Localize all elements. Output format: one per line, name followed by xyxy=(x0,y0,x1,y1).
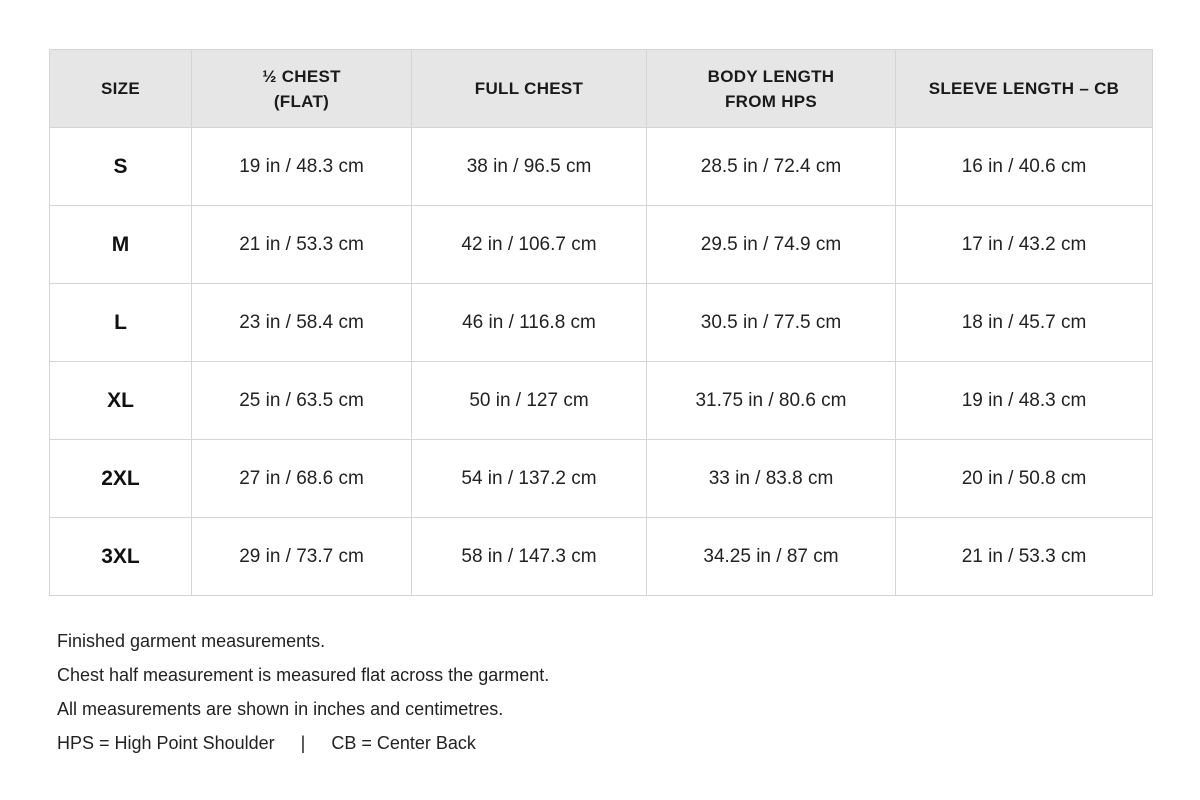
note-cb: CB = Center Back xyxy=(331,733,476,753)
half-chest-cell: 19 in / 48.3 cm xyxy=(192,128,412,206)
sleeve-length-cell: 21 in / 53.3 cm xyxy=(896,518,1153,596)
header-full-chest: FULL CHEST xyxy=(412,50,647,128)
size-chart xyxy=(49,49,1152,596)
half-chest-cell: 21 in / 53.3 cm xyxy=(192,206,412,284)
half-chest-cell: 23 in / 58.4 cm xyxy=(192,284,412,362)
size-cell: XL xyxy=(50,362,192,440)
body-length-cell: 31.75 in / 80.6 cm xyxy=(647,362,896,440)
size-cell: 3XL xyxy=(50,518,192,596)
table-row xyxy=(50,440,1153,518)
table-row xyxy=(50,518,1153,596)
sleeve-length-cell: 16 in / 40.6 cm xyxy=(896,128,1153,206)
body-length-cell: 30.5 in / 77.5 cm xyxy=(647,284,896,362)
body-length-cell: 33 in / 83.8 cm xyxy=(647,440,896,518)
header-body-length: BODY LENGTH FROM HPS xyxy=(647,50,896,128)
header-size: SIZE xyxy=(50,50,192,128)
half-chest-cell: 29 in / 73.7 cm xyxy=(192,518,412,596)
size-table xyxy=(49,49,1153,596)
header-sleeve-length: SLEEVE LENGTH – CB xyxy=(896,50,1153,128)
full-chest-cell: 50 in / 127 cm xyxy=(412,362,647,440)
note-abbreviations xyxy=(57,728,549,762)
size-cell: 2XL xyxy=(50,440,192,518)
full-chest-cell: 46 in / 116.8 cm xyxy=(412,284,647,362)
full-chest-cell: 42 in / 106.7 cm xyxy=(412,206,647,284)
body-length-cell: 34.25 in / 87 cm xyxy=(647,518,896,596)
note-finished-garment: Finished garment measurements. xyxy=(57,631,326,651)
table-row xyxy=(50,128,1153,206)
header-half-chest: ½ CHEST (FLAT) xyxy=(192,50,412,128)
half-chest-cell: 27 in / 68.6 cm xyxy=(192,440,412,518)
full-chest-cell: 58 in / 147.3 cm xyxy=(412,518,647,596)
note-units: All measurements are shown in inches and centimetres. xyxy=(57,699,504,719)
table-row xyxy=(50,284,1153,362)
note-hps: HPS = High Point Shoulder xyxy=(57,733,275,753)
full-chest-cell: 54 in / 137.2 cm xyxy=(412,440,647,518)
full-chest-cell: 38 in / 96.5 cm xyxy=(412,128,647,206)
measurement-notes xyxy=(57,626,549,762)
sleeve-length-cell: 19 in / 48.3 cm xyxy=(896,362,1153,440)
table-row xyxy=(50,362,1153,440)
sleeve-length-cell: 17 in / 43.2 cm xyxy=(896,206,1153,284)
size-cell: M xyxy=(50,206,192,284)
body-length-cell: 28.5 in / 72.4 cm xyxy=(647,128,896,206)
table-header-row xyxy=(50,50,1153,128)
table-row xyxy=(50,206,1153,284)
size-cell: S xyxy=(50,128,192,206)
size-cell: L xyxy=(50,284,192,362)
body-length-cell: 29.5 in / 74.9 cm xyxy=(647,206,896,284)
sleeve-length-cell: 20 in / 50.8 cm xyxy=(896,440,1153,518)
half-chest-cell: 25 in / 63.5 cm xyxy=(192,362,412,440)
note-chest-half: Chest half measurement is measured flat across the garment. xyxy=(57,665,550,685)
sleeve-length-cell: 18 in / 45.7 cm xyxy=(896,284,1153,362)
note-separator: | xyxy=(300,733,306,753)
